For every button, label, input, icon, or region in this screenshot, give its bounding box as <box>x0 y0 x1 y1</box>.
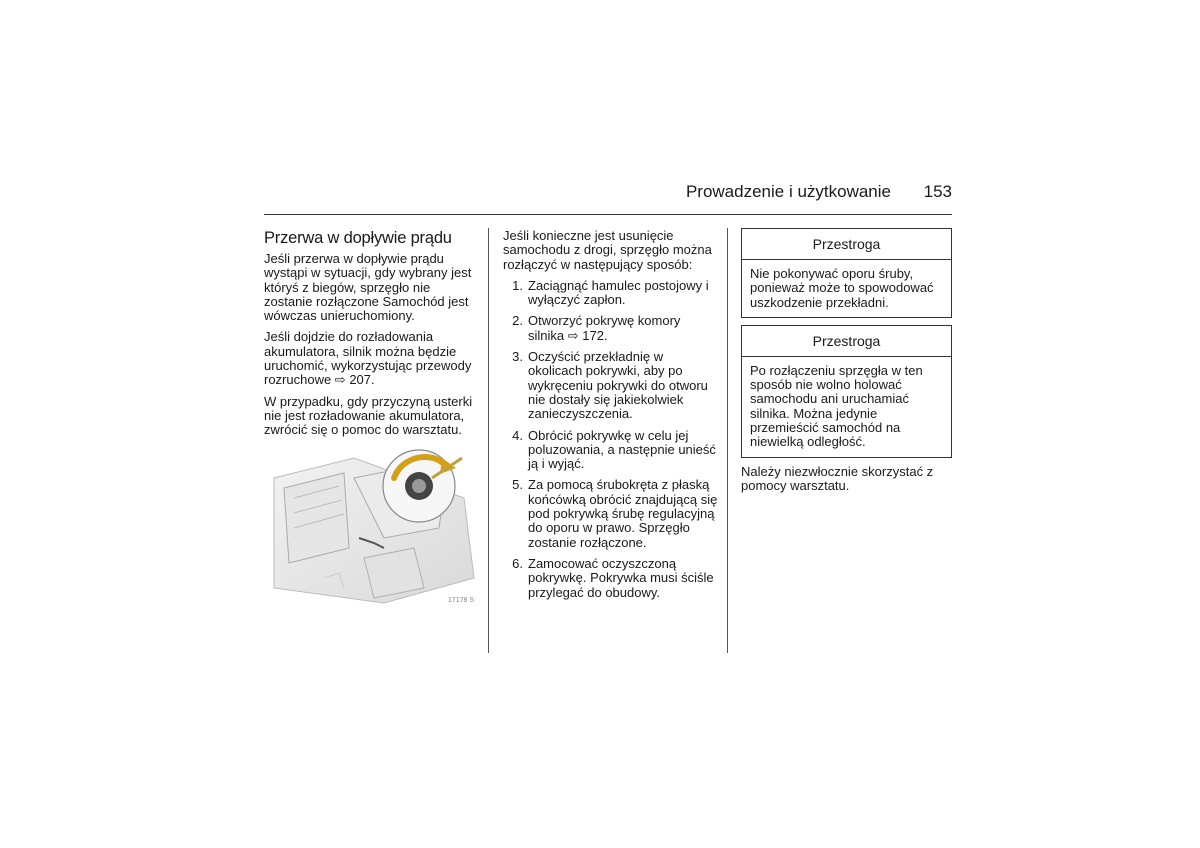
list-item <box>503 314 718 343</box>
list-item <box>503 279 718 308</box>
list-item <box>503 557 718 600</box>
step-text: Obrócić pokrywkę w celu jej poluzowania, a następnie unieść ją i wyjąć. <box>528 427 716 472</box>
caution-box <box>741 325 952 458</box>
closing-paragraph: Należy niezwłocznie skorzystać z pomocy warsztatu. <box>741 463 934 493</box>
caution-text: Nie pokonywać oporu śruby, ponieważ może to spowodować uszkodzenie przekładni. <box>750 266 934 310</box>
caution-title: Przestroga <box>742 326 951 357</box>
engine-illustration-drawing <box>264 438 482 606</box>
page-header <box>264 182 952 206</box>
caution-text: Po rozłączeniu sprzęgła w ten sposób nie wolno holować samochodu ani uruchamiać silnika. Można jedynie przemieścić samochód na niewielką odległość. <box>750 362 923 450</box>
list-item <box>503 429 718 472</box>
column-middle <box>503 229 718 607</box>
paragraph: Jeśli przerwa w dopływie prądu wystąpi w sytuacji, gdy wybrany jest któryś z biegów, sprzęgło nie zostanie rozłączone Samochód jest wówczas unieruchomiony. <box>264 251 472 324</box>
section-heading: Przerwa w dopływie prądu <box>264 229 452 247</box>
step-text: Zamocować oczyszczoną pokrywkę. Pokrywka musi ściśle przylegać do obudowy. <box>528 555 714 600</box>
caution-box <box>741 228 952 318</box>
list-item <box>503 478 718 549</box>
engine-illustration <box>264 438 482 606</box>
column-right <box>741 228 952 500</box>
step-number: 4. <box>512 427 523 443</box>
header-rule <box>264 214 952 215</box>
paragraph: W przypadku, gdy przyczyną usterki nie jest rozładowanie akumulatora, zwrócić się o pomoc do warsztatu. <box>264 393 473 438</box>
section-title: Prowadzenie i użytkowanie <box>685 182 891 201</box>
step-number: 3. <box>512 349 523 365</box>
figure-code: 17178 S <box>447 597 474 604</box>
step-text: Zaciągnąć hamulec postojowy i wyłączyć zapłon. <box>528 277 709 308</box>
page-number: 153 <box>923 182 952 201</box>
caution-title: Przestroga <box>742 229 951 260</box>
paragraph: Jeśli dojdzie do rozładowania akumulatora, silnik można będzie uruchomić, wykorzystując przewody rozruchowe ⇨ 207. <box>264 329 472 388</box>
step-number: 6. <box>512 555 523 571</box>
step-number: 1. <box>512 277 523 293</box>
column-divider <box>488 228 489 653</box>
step-text: Za pomocą śrubokręta z płaską końcówką obrócić znajdującą się pod pokrywką śrubę regulacyjną do oporu w prawo. Sprzęgło zostanie rozłączone. <box>528 477 718 550</box>
step-number: 2. <box>512 313 523 329</box>
column-left <box>264 228 479 445</box>
step-text: Oczyścić przekładnię w okolicach pokrywki, aby po wykręceniu pokrywki do otworu nie dostały się jakiekolwiek zanieczyszczenia. <box>528 349 708 422</box>
step-number: 5. <box>512 477 523 493</box>
step-text: Otworzyć pokrywę komory silnika ⇨ 172. <box>528 313 681 343</box>
steps-list <box>503 279 718 600</box>
column-divider <box>727 228 728 653</box>
list-item <box>503 350 718 421</box>
intro-paragraph: Jeśli konieczne jest usunięcie samochodu z drogi, sprzęgło można rozłączyć w następujący sposób: <box>503 228 712 272</box>
